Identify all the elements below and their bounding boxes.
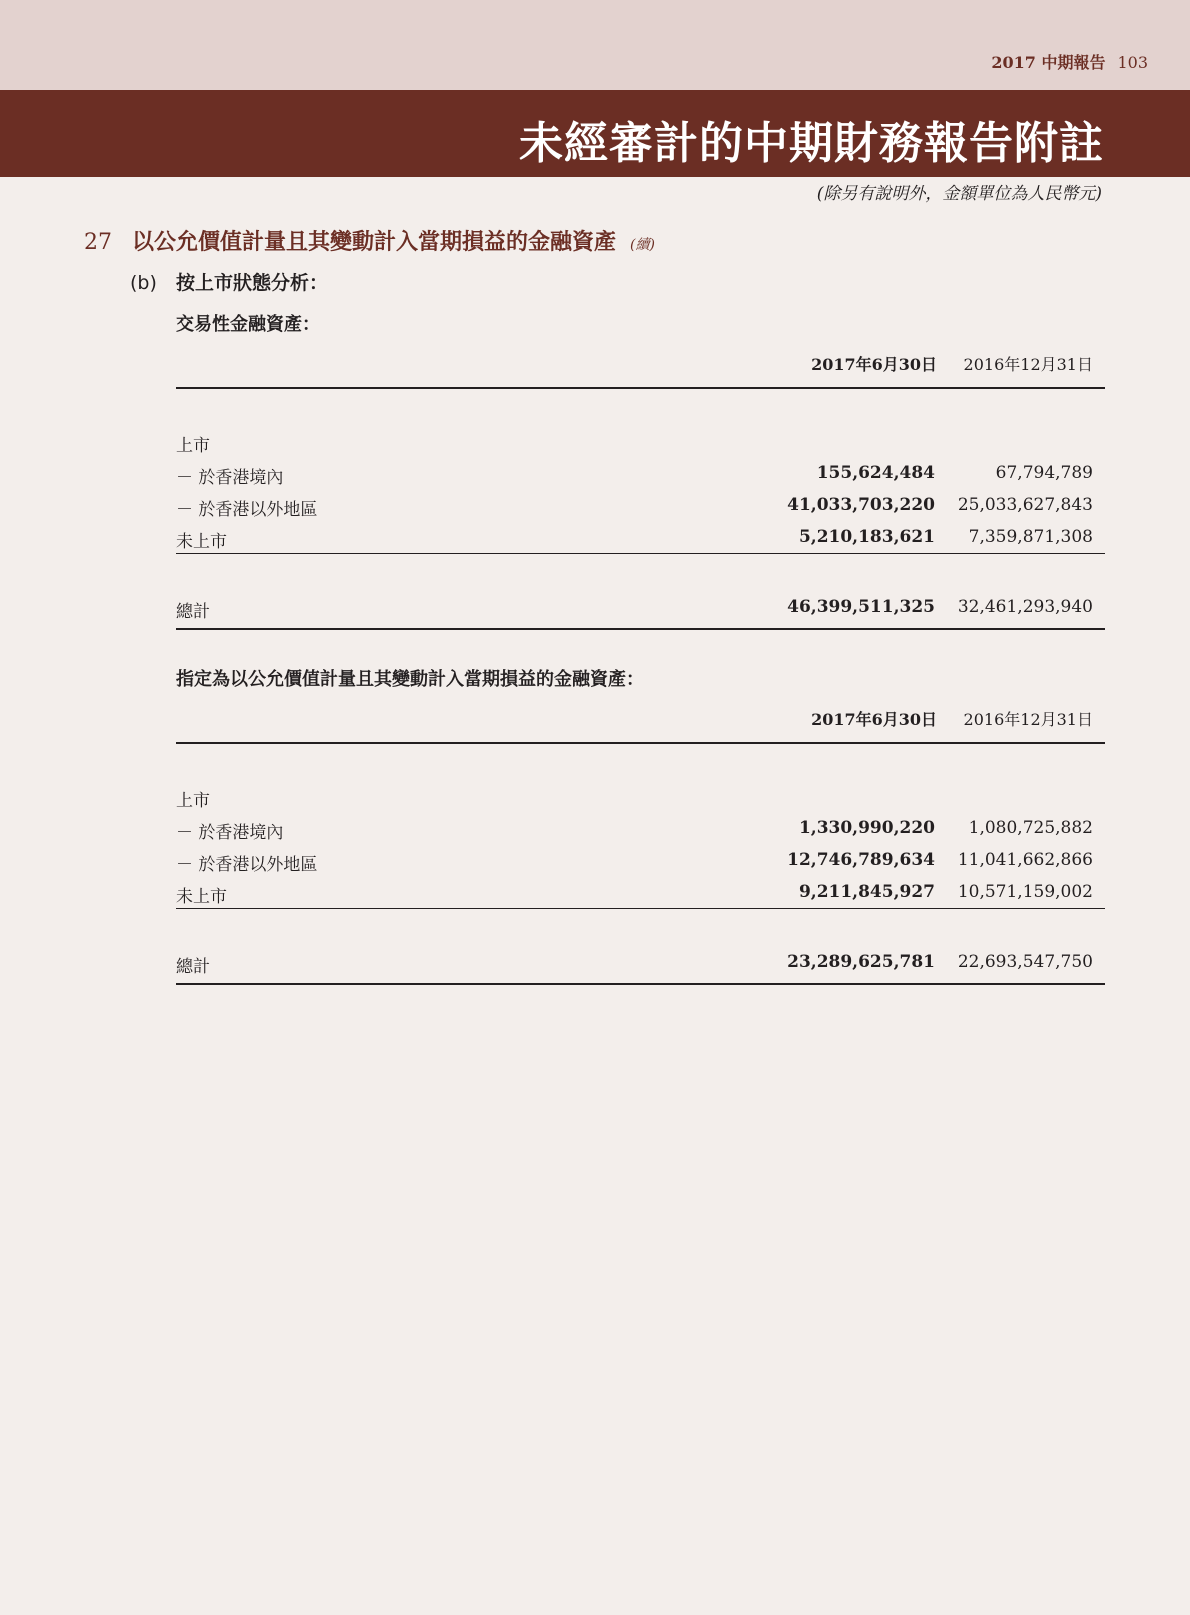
value-2016: 67,794,789 [995, 463, 1093, 483]
note-number: 27 [84, 230, 112, 255]
value-2017: 1,330,990,220 [798, 818, 935, 838]
value-2016: 11,041,662,866 [957, 850, 1093, 870]
header-rule [176, 387, 1105, 389]
column-header-2017: 2017年6月30日 [811, 710, 937, 729]
row-label: 上市 [176, 791, 210, 811]
total-2017: 23,289,625,781 [787, 952, 935, 972]
value-2016: 7,359,871,308 [968, 527, 1093, 547]
note-heading [84, 225, 655, 256]
table-row [176, 527, 1105, 555]
total-rule [176, 983, 1105, 985]
table-row [176, 786, 1105, 814]
column-header-2017: 2017年6月30日 [811, 355, 937, 374]
note-title: 以公允價值計量且其變動計入當期損益的金融資產 [132, 229, 617, 255]
value-2017: 9,211,845,927 [798, 882, 935, 902]
column-header-2016: 2016年12月31日 [963, 710, 1093, 729]
unit-note: (除另有說明外，金額單位為人民幣元) [816, 184, 1102, 204]
total-label: 總計 [176, 602, 210, 622]
total-row [176, 952, 1105, 980]
continued-label: (續) [630, 237, 655, 253]
total-2016: 32,461,293,940 [957, 597, 1093, 617]
row-label: 未上市 [176, 887, 227, 907]
total-row [176, 597, 1105, 625]
page-title: 未經審計的中期財務報告附註 [519, 118, 1104, 169]
column-header-2016: 2016年12月31日 [963, 355, 1093, 374]
header-band [0, 0, 1190, 90]
sub-heading [130, 268, 328, 295]
table-row [176, 463, 1105, 491]
row-label: － 於香港以外地區 [176, 500, 318, 520]
subtotal-rule [176, 553, 1105, 554]
row-label: － 於香港境內 [176, 468, 284, 488]
value-2016: 10,571,159,002 [957, 882, 1093, 902]
title-band [0, 90, 1190, 177]
total-2016: 22,693,547,750 [957, 952, 1093, 972]
row-label: － 於香港境內 [176, 823, 284, 843]
row-label: － 於香港以外地區 [176, 855, 318, 875]
report-name: 2017 中期報告 [991, 53, 1106, 72]
total-2017: 46,399,511,325 [787, 597, 935, 617]
value-2017: 5,210,183,621 [798, 527, 935, 547]
row-label: 未上市 [176, 532, 227, 552]
table-row [176, 850, 1105, 878]
table-row [176, 431, 1105, 459]
subtotal-rule [176, 908, 1105, 909]
table-row [176, 882, 1105, 910]
page-number: 103 [1117, 53, 1148, 72]
row-label: 上市 [176, 436, 210, 456]
value-2016: 25,033,627,843 [957, 495, 1093, 515]
value-2016: 1,080,725,882 [968, 818, 1093, 838]
total-rule [176, 628, 1105, 630]
value-2017: 41,033,703,220 [787, 495, 935, 515]
table-row [176, 495, 1105, 523]
value-2017: 155,624,484 [816, 463, 935, 483]
total-label: 總計 [176, 957, 210, 977]
section-title: 指定為以公允價值計量且其變動計入當期損益的金融資產： [176, 669, 644, 690]
value-2017: 12,746,789,634 [787, 850, 935, 870]
page-label [991, 50, 1148, 73]
section-title: 交易性金融資產： [176, 314, 320, 335]
sub-title: 按上市狀態分析： [176, 272, 329, 294]
table-row [176, 818, 1105, 846]
header-rule [176, 742, 1105, 744]
sub-label: (b) [130, 272, 157, 294]
